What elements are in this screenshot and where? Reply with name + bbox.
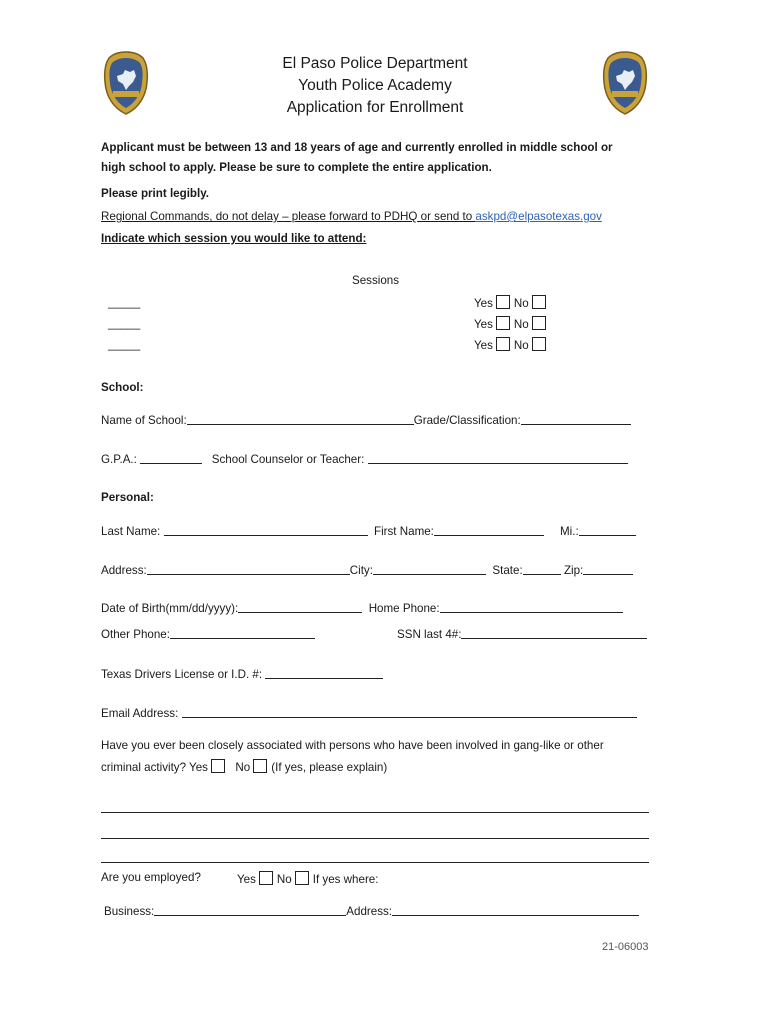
session-2-yes-checkbox[interactable] <box>496 316 510 330</box>
last-name-label: Last Name: <box>101 525 161 538</box>
yes-label: Yes <box>474 318 493 331</box>
business-address-label: Address: <box>346 905 393 918</box>
ssn-field[interactable] <box>461 627 647 639</box>
business-field[interactable] <box>154 904 346 916</box>
police-badge-left-icon <box>103 50 149 116</box>
no-label: No <box>513 339 529 352</box>
session-instruction: Indicate which session you would like to attend: <box>101 232 367 245</box>
requirement-line-1: Applicant must be between 13 and 18 years of age and currently enrolled in middle school or <box>101 141 613 154</box>
dob-label: Date of Birth(mm/dd/yyyy): <box>101 602 239 615</box>
school-name-label: Name of School: <box>101 414 187 427</box>
employed-yes-label: Yes <box>237 873 256 886</box>
email-label: Email Address: <box>101 707 179 720</box>
first-name-label: First Name: <box>373 525 434 538</box>
session-1-yes-checkbox[interactable] <box>496 295 510 309</box>
session-row-2-blank[interactable]: _____ <box>108 317 141 330</box>
session-row-1-options <box>474 295 550 310</box>
email-field[interactable] <box>182 706 637 718</box>
employed-yes-checkbox[interactable] <box>259 871 273 885</box>
form-number: 21-06003 <box>602 941 649 953</box>
zip-label: Zip: <box>563 564 584 577</box>
license-field[interactable] <box>265 667 383 679</box>
explain-line-1[interactable] <box>101 812 649 813</box>
school-heading: School: <box>101 381 144 394</box>
personal-heading: Personal: <box>101 491 154 504</box>
business-address-field[interactable] <box>392 904 639 916</box>
gang-yes-label: criminal activity? Yes <box>101 761 208 774</box>
other-phone-field[interactable] <box>170 627 315 639</box>
gang-question-line-2 <box>101 759 387 774</box>
session-row-1-blank[interactable]: _____ <box>108 296 141 309</box>
other-phone-row <box>101 627 315 641</box>
other-phone-label: Other Phone: <box>101 628 170 641</box>
city-field[interactable] <box>373 563 486 575</box>
last-name-field[interactable] <box>164 524 368 536</box>
explain-line-3[interactable] <box>101 862 649 863</box>
address-field[interactable] <box>147 563 350 575</box>
yes-label: Yes <box>474 339 493 352</box>
email-link[interactable]: askpd@elpasotexas.gov <box>475 210 602 223</box>
dob-field[interactable] <box>238 601 362 613</box>
state-field[interactable] <box>523 563 561 575</box>
gang-no-label: No <box>235 761 251 774</box>
session-3-no-checkbox[interactable] <box>532 337 546 351</box>
print-instruction: Please print legibly. <box>101 187 210 200</box>
counselor-field[interactable] <box>368 452 628 464</box>
school-name-field[interactable] <box>187 413 414 425</box>
address-row <box>101 563 633 577</box>
grade-field[interactable] <box>521 413 631 425</box>
mi-field[interactable] <box>579 524 636 536</box>
sessions-title: Sessions <box>352 274 400 287</box>
header-department: El Paso Police Department <box>282 55 468 72</box>
license-label: Texas Drivers License or I.D. #: <box>101 668 263 681</box>
session-row-2-options <box>474 316 550 331</box>
ssn-row <box>397 627 647 641</box>
session-2-no-checkbox[interactable] <box>532 316 546 330</box>
email-row <box>101 706 637 720</box>
no-label: No <box>513 297 529 310</box>
header-title: Application for Enrollment <box>286 99 464 116</box>
city-label: City: <box>349 564 373 577</box>
zip-field[interactable] <box>583 563 633 575</box>
session-1-no-checkbox[interactable] <box>532 295 546 309</box>
gang-yes-checkbox[interactable] <box>211 759 225 773</box>
gang-explain-label: (If yes, please explain) <box>271 761 388 774</box>
gpa-row <box>101 452 628 466</box>
business-row <box>104 904 639 918</box>
gang-question-line-1: Have you ever been closely associated with persons who have been involved in gang-like or other <box>101 739 604 752</box>
regional-instruction <box>101 210 602 223</box>
ssn-label: SSN last 4#: <box>397 628 462 641</box>
no-label: No <box>513 318 529 331</box>
state-label: State: <box>492 564 523 577</box>
session-row-3-blank[interactable]: _____ <box>108 338 141 351</box>
session-row-3-options <box>474 337 550 352</box>
employed-where-label: If yes where: <box>312 873 379 886</box>
first-name-field[interactable] <box>434 524 544 536</box>
dob-row <box>101 601 623 615</box>
mi-label: Mi.: <box>560 525 579 538</box>
gpa-field[interactable] <box>140 452 202 464</box>
home-phone-label: Home Phone: <box>368 602 440 615</box>
employed-question: Are you employed? <box>101 871 201 884</box>
counselor-label: School Counselor or Teacher: <box>211 453 365 466</box>
header-academy: Youth Police Academy <box>298 77 452 94</box>
address-label: Address: <box>101 564 147 577</box>
police-badge-right-icon <box>602 50 648 116</box>
employed-no-label: No <box>276 873 292 886</box>
grade-label: Grade/Classification: <box>413 414 521 427</box>
session-3-yes-checkbox[interactable] <box>496 337 510 351</box>
license-row <box>101 667 383 681</box>
gpa-label: G.P.A.: <box>101 453 137 466</box>
yes-label: Yes <box>474 297 493 310</box>
employed-options <box>237 871 378 886</box>
name-row <box>101 524 636 538</box>
home-phone-field[interactable] <box>440 601 623 613</box>
gang-no-checkbox[interactable] <box>253 759 267 773</box>
employed-no-checkbox[interactable] <box>295 871 309 885</box>
school-name-row <box>101 413 631 427</box>
regional-text: Regional Commands, do not delay – please forward to PDHQ or send to <box>101 210 476 223</box>
explain-line-2[interactable] <box>101 838 649 839</box>
business-label: Business: <box>104 905 155 918</box>
requirement-line-2: high school to apply. Please be sure to complete the entire application. <box>101 161 492 174</box>
